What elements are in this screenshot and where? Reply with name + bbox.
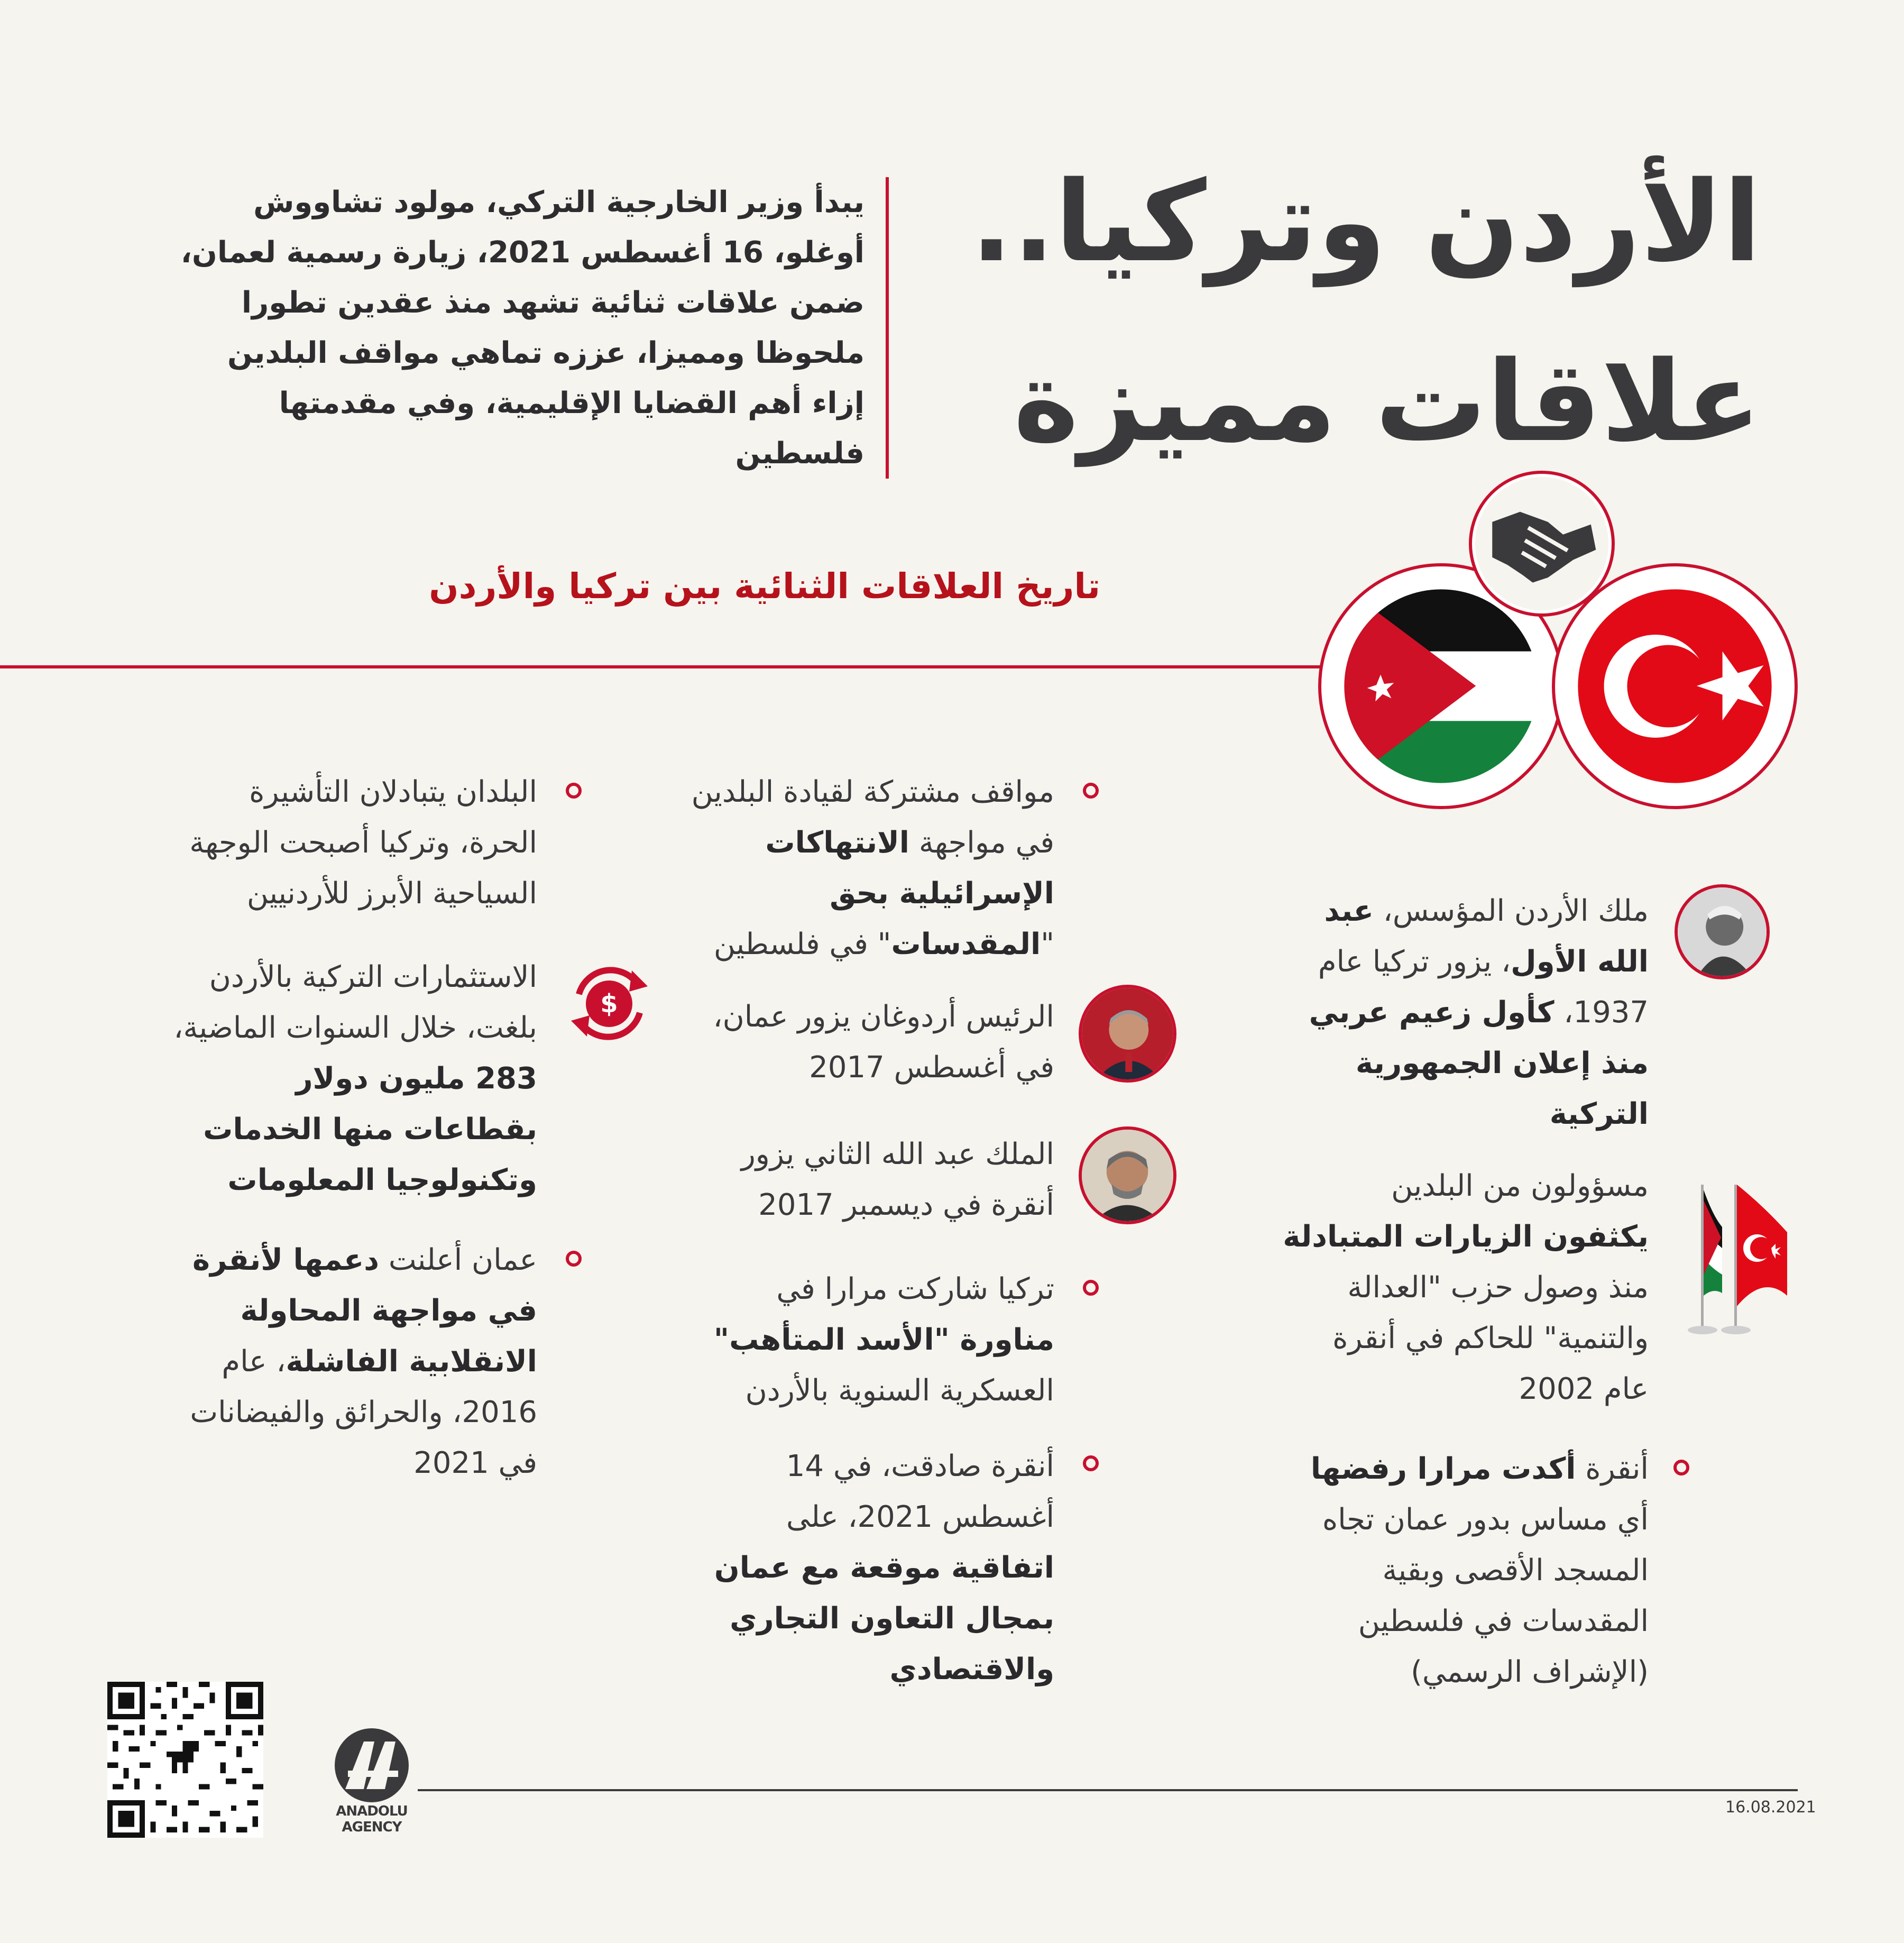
item-trade-agreement [684, 1441, 1054, 1695]
portrait-icon [1678, 887, 1767, 976]
portrait-icon [1082, 988, 1173, 1079]
item-text: تركيا شاركت مرارا في [776, 1272, 1054, 1306]
item-bold-text: المقدسات [891, 927, 1041, 961]
portrait-icon [1082, 1130, 1173, 1221]
item-text: " في فلسطين [713, 927, 891, 961]
item-visa-free: البلدان يتبادلان التأشيرة الحرة، وتركيا أصبحت الوجهة السياحية الأبرز للأردنيين [189, 775, 537, 911]
item-text: ، عام 2016، والحرائق والفيضانات في 2021 [190, 1344, 537, 1480]
item-abdullah-i-visit [1278, 886, 1649, 1140]
svg-text:$: $ [600, 989, 618, 1019]
item-bold-text: 283 مليون دولار بقطاعات منها الخدمات وتكنولوجيا المعلومات [203, 1061, 537, 1197]
handshake-icon [1472, 474, 1612, 613]
item-joint-positions [684, 767, 1054, 970]
dollar-exchange-icon [563, 957, 656, 1050]
qr-code[interactable] [107, 1682, 263, 1838]
item-mutual-visits [1278, 1161, 1649, 1415]
section-divider [0, 665, 1322, 668]
item-text: العسكرية السنوية بالأردن [745, 1373, 1054, 1408]
item-text: أنقرة صادقت، في 14 أغسطس 2021، على [786, 1449, 1054, 1534]
timeline-bullet [1673, 1460, 1689, 1475]
item-investments [167, 952, 537, 1206]
item-erdogan-visit: الرئيس أردوغان يزور عمان، في أغسطس 2017 [713, 1000, 1054, 1085]
timeline-bullet [1083, 1455, 1099, 1471]
item-abdullah-ii-visit: الملك عبد الله الثاني يزور أنقرة في ديسمبر 2017 [741, 1137, 1054, 1222]
item-bold-text: دعمها لأنقرة في مواجهة المحاولة الانقلابية الفاشلة [192, 1243, 537, 1379]
item-bold-text: اتفاقية موقعة مع عمان بمجال التعاون التجاري والاقتصادي [714, 1551, 1054, 1687]
item-aqsa-custodianship [1278, 1444, 1649, 1698]
item-eager-lion [684, 1264, 1054, 1416]
item-text: أنقرة [1585, 1452, 1649, 1486]
item-bold-text: أكدت مرارا رفضها [1310, 1452, 1576, 1486]
item-bold-text: مناورة "الأسد المتأهب" [713, 1323, 1054, 1357]
item-text: ملك الأردن المؤسس، [1383, 894, 1649, 928]
agency-name: ANADOLU AGENCY [336, 1803, 408, 1835]
timeline-bullet [566, 1251, 582, 1267]
publish-date: 16.08.2021 [1725, 1798, 1816, 1817]
item-coup-support [167, 1235, 537, 1489]
page-title [968, 132, 1761, 492]
avatar-abdullah-i [1675, 884, 1770, 979]
item-text: " [1041, 927, 1054, 961]
item-text: أي مساس بدور عمان تجاه المسجد الأقصى وبقية المقدسات في فلسطين (الإشراف الرسمي) [1322, 1502, 1649, 1689]
anadolu-logo-icon [332, 1726, 411, 1805]
item-text: عمان أعلنت [388, 1243, 537, 1277]
qr-code-icon [107, 1682, 263, 1838]
intro-paragraph: يبدأ وزير الخارجية التركي، مولود تشاووش أوغلو، 16 أغسطس 2021، زيارة رسمية لعمان، ضمن علاقات ثنائية تشهد منذ عقدين تطورا ملحوظا ومميزا، عززه تماهي مواقف البلدين إزاء أهم القضايا الإقليمية، وفي مقدمتها فلسطين [177, 177, 889, 479]
section-heading: تاريخ العلاقات الثنائية بين تركيا والأردن [429, 566, 1100, 607]
item-bold-text: يكثفون الزيارات المتبادلة [1283, 1220, 1649, 1254]
desk-flags-icon [1673, 1169, 1790, 1338]
item-text: مسؤولون من البلدين [1391, 1169, 1649, 1203]
avatar-erdogan [1079, 985, 1176, 1083]
item-bold-text: الانتهاكات الإسرائيلية بحق [765, 826, 1054, 911]
title-line-2: علاقات مميزة [1013, 337, 1761, 466]
item-text: مواقف مشتركة لقيادة البلدين في مواجهة [691, 775, 1054, 860]
timeline-bullet [1083, 783, 1099, 799]
title-line-1: الأردن وتركيا.. [970, 157, 1761, 287]
item-text: الاستثمارات التركية بالأردن بلغت، خلال السنوات الماضية، [173, 960, 537, 1045]
footer-divider [418, 1789, 1798, 1791]
item-bold-text: كأول زعيم عربي منذ إعلان الجمهورية التركية [1309, 995, 1649, 1131]
handshake-circle [1469, 471, 1615, 617]
timeline-bullet [566, 783, 582, 799]
item-bold-text: عبد الله الأول [1324, 894, 1649, 979]
timeline-bullet [1083, 1280, 1099, 1296]
item-text: ، يزور تركيا عام 1937، [1318, 945, 1649, 1030]
item-text: منذ وصول حزب "العدالة والتنمية" للحاكم في أنقرة عام 2002 [1332, 1270, 1649, 1406]
avatar-abdullah-ii [1079, 1126, 1176, 1224]
